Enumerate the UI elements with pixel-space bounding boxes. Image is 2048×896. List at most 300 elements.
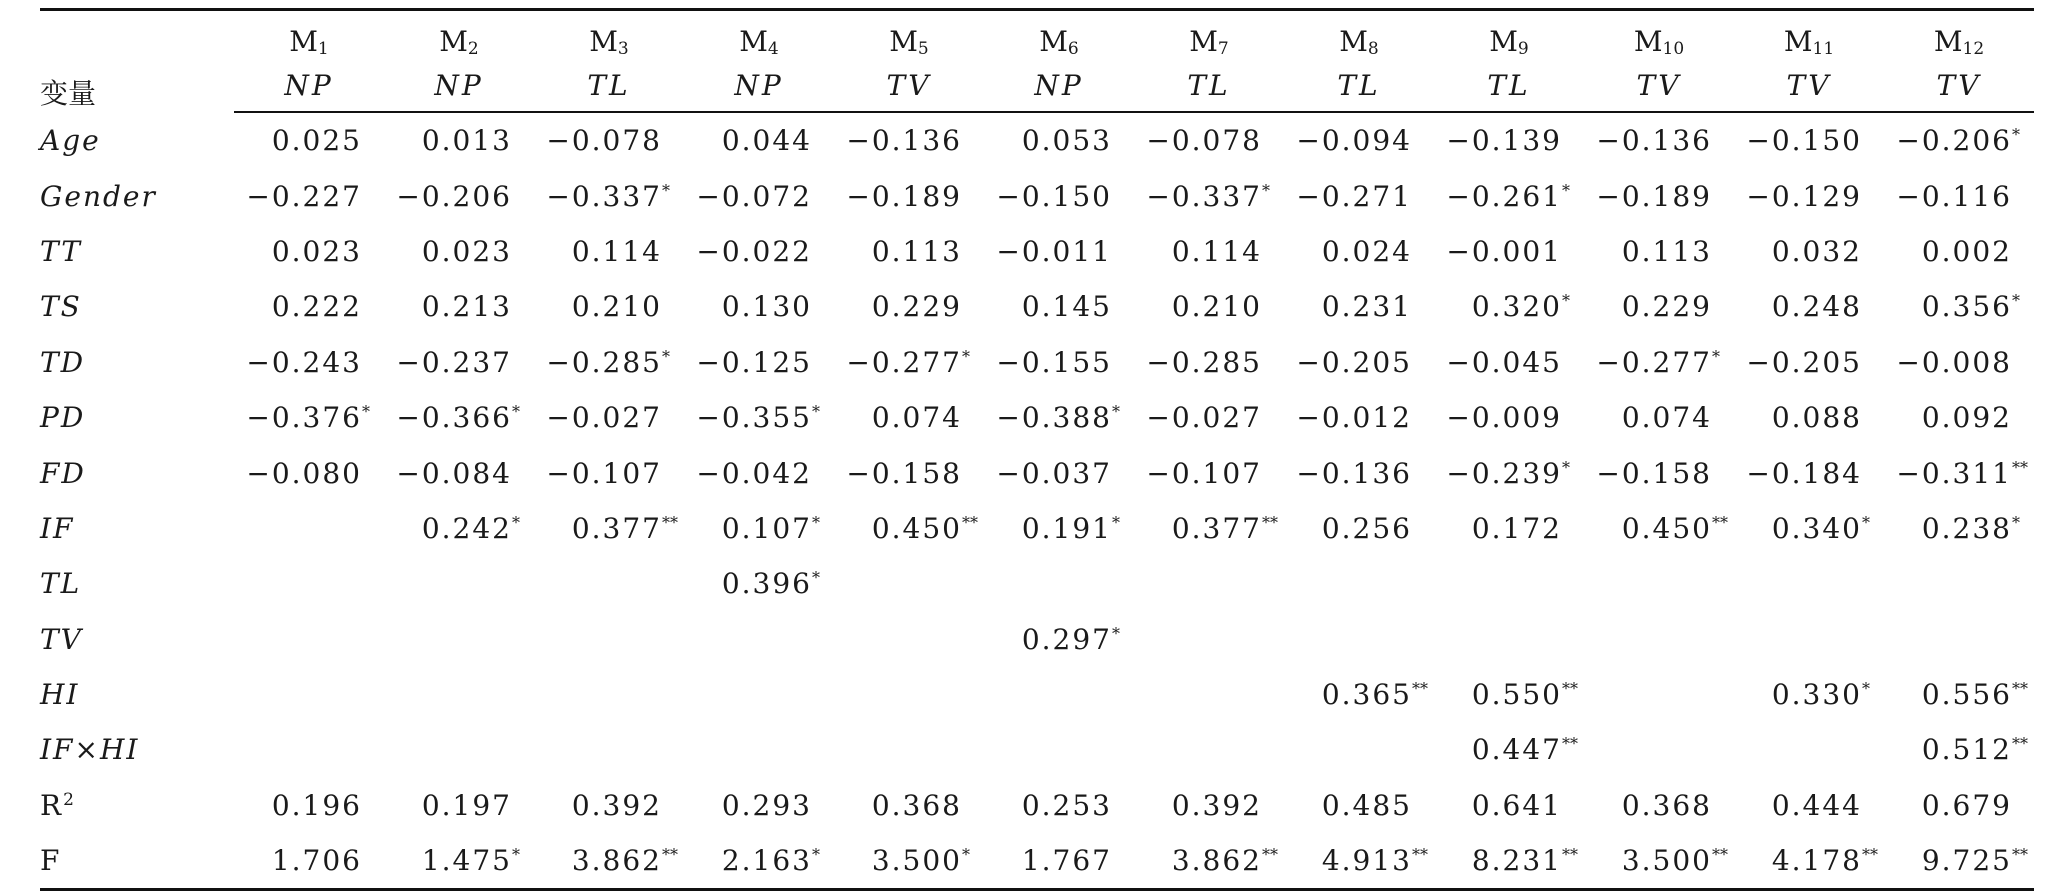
significance-stars: **: [1262, 512, 1278, 532]
coefficient-cell: [1884, 833, 2034, 890]
cell-value: −0.237: [396, 345, 512, 379]
table-row: [40, 667, 2034, 722]
significance-stars: *: [512, 512, 520, 532]
model-subscript: 11: [1812, 39, 1835, 59]
cell-value: 0.024: [1321, 234, 1412, 268]
model-name-row: [40, 10, 2034, 60]
table-row: [40, 612, 2034, 667]
coefficient-cell: [384, 335, 534, 390]
cell-value: 0.256: [1321, 511, 1412, 545]
row-label-text: F: [40, 844, 62, 878]
model-subscript: 3: [617, 39, 629, 59]
coefficient-cell: [384, 279, 534, 334]
coefficient-cell: [534, 335, 684, 390]
cell-value: 0.330: [1771, 678, 1862, 712]
cell-value: −0.243: [246, 345, 362, 379]
cell-value: −0.239: [1446, 456, 1562, 490]
table-row: [40, 224, 2034, 279]
cell-value: 0.450: [871, 511, 962, 545]
cell-value: −0.129: [1746, 179, 1862, 213]
cell-value: −0.072: [696, 179, 812, 213]
coefficient-cell: [684, 722, 834, 777]
coefficient-cell: [684, 112, 834, 168]
cell-value: −0.337: [1146, 179, 1262, 213]
coefficient-cell: [1284, 833, 1434, 890]
significance-stars: **: [1262, 845, 1278, 865]
cell-value: −0.206: [1896, 124, 2012, 158]
coefficient-cell: [384, 390, 534, 445]
coefficient-cell: [834, 667, 984, 722]
dependent-variable-row: [40, 59, 2034, 112]
coefficient-cell: [984, 612, 1134, 667]
cell-value: −0.285: [546, 345, 662, 379]
coefficient-cell: [234, 168, 384, 223]
coefficient-cell: [984, 279, 1134, 334]
significance-stars: **: [1412, 845, 1428, 865]
significance-stars: *: [662, 180, 670, 200]
coefficient-cell: [984, 390, 1134, 445]
significance-stars: *: [1562, 180, 1570, 200]
cell-value: 0.320: [1471, 290, 1562, 324]
coefficient-cell: [1884, 279, 2034, 334]
cell-value: 0.356: [1921, 290, 2012, 324]
coefficient-cell: [684, 501, 834, 556]
row-label-text: TT: [40, 234, 82, 268]
coefficient-cell: [1734, 667, 1884, 722]
cell-value: −0.042: [696, 456, 812, 490]
cell-value: −0.012: [1296, 401, 1412, 435]
cell-value: 1.706: [271, 844, 362, 878]
coefficient-cell: [234, 833, 384, 890]
cell-value: 3.500: [1621, 844, 1712, 878]
model-name: M: [589, 25, 618, 58]
cell-value: 0.368: [1621, 788, 1712, 822]
coefficient-cell: [534, 445, 684, 500]
coefficient-cell: [1584, 390, 1734, 445]
significance-stars: *: [1112, 512, 1120, 532]
cell-value: −0.125: [696, 345, 812, 379]
coefficient-cell: [1584, 556, 1734, 611]
model-header: [1284, 10, 1434, 60]
coefficient-cell: [834, 722, 984, 777]
coefficient-cell: [1734, 556, 1884, 611]
row-label: [40, 722, 234, 777]
significance-stars: *: [1262, 180, 1270, 200]
cell-value: −0.094: [1296, 124, 1412, 158]
coefficient-cell: [834, 112, 984, 168]
row-label: [40, 778, 234, 833]
row-label: [40, 667, 234, 722]
coefficient-cell: [684, 778, 834, 833]
cell-value: 0.556: [1921, 678, 2012, 712]
cell-value: 0.641: [1471, 788, 1562, 822]
coefficient-cell: [1434, 445, 1584, 500]
cell-value: −0.205: [1746, 345, 1862, 379]
cell-value: 0.053: [1021, 124, 1112, 158]
coefficient-cell: [1584, 833, 1734, 890]
model-header: [834, 10, 984, 60]
coefficient-cell: [1134, 168, 1284, 223]
row-label: [40, 556, 234, 611]
coefficient-cell: [1884, 722, 2034, 777]
table-row: [40, 279, 2034, 334]
table-row: [40, 722, 2034, 777]
coefficient-cell: [1734, 501, 1884, 556]
cell-value: 0.377: [1171, 511, 1262, 545]
coefficient-cell: [984, 501, 1134, 556]
coefficient-cell: [1434, 833, 1584, 890]
coefficient-cell: [1434, 501, 1584, 556]
coefficient-cell: [1134, 722, 1284, 777]
coefficient-cell: [384, 722, 534, 777]
model-name: M: [1489, 25, 1518, 58]
cell-value: 0.550: [1471, 678, 1562, 712]
coefficient-cell: [384, 833, 534, 890]
cell-value: −0.078: [546, 124, 662, 158]
model-name: M: [1633, 25, 1663, 58]
coefficient-cell: [234, 501, 384, 556]
cell-value: 0.023: [421, 234, 512, 268]
row-label: [40, 833, 234, 890]
model-header: [234, 10, 384, 60]
cell-value: 0.044: [721, 124, 812, 158]
cell-value: −0.136: [1596, 124, 1712, 158]
significance-stars: *: [662, 346, 670, 366]
coefficient-cell: [534, 667, 684, 722]
cell-value: −0.285: [1146, 345, 1262, 379]
coefficient-cell: [384, 168, 534, 223]
cell-value: 0.392: [571, 788, 662, 822]
cell-value: 0.253: [1021, 788, 1112, 822]
coefficient-cell: [834, 390, 984, 445]
coefficient-cell: [834, 778, 984, 833]
row-label-text: TD: [40, 345, 86, 379]
significance-stars: **: [662, 845, 678, 865]
coefficient-cell: [234, 445, 384, 500]
coefficient-cell: [1734, 112, 1884, 168]
model-name: M: [889, 25, 918, 58]
significance-stars: **: [2012, 679, 2028, 699]
coefficient-cell: [234, 224, 384, 279]
coefficient-cell: [1884, 612, 2034, 667]
dependent-variable-header: TV: [1884, 59, 2034, 112]
significance-stars: **: [662, 512, 678, 532]
cell-value: −0.027: [546, 401, 662, 435]
table-row: [40, 168, 2034, 223]
model-header: [1584, 10, 1734, 60]
dependent-variable-header: NP: [384, 59, 534, 112]
cell-value: −0.008: [1896, 345, 2012, 379]
model-subscript: 7: [1217, 39, 1229, 59]
significance-stars: *: [512, 402, 520, 422]
coefficient-cell: [534, 556, 684, 611]
cell-value: 0.231: [1321, 290, 1412, 324]
model-subscript: 4: [767, 39, 779, 59]
cell-value: 0.340: [1771, 511, 1862, 545]
row-label-text: IF×HI: [40, 733, 140, 767]
row-label-text: Age: [40, 123, 101, 157]
model-name: M: [289, 25, 318, 58]
significance-stars: *: [1112, 402, 1120, 422]
cell-value: 0.444: [1771, 788, 1862, 822]
coefficient-cell: [1434, 390, 1584, 445]
coefficient-cell: [1584, 224, 1734, 279]
cell-value: −0.184: [1746, 456, 1862, 490]
cell-value: −0.158: [1596, 456, 1712, 490]
model-name: M: [1339, 25, 1368, 58]
coefficient-cell: [1134, 390, 1284, 445]
coefficient-cell: [534, 279, 684, 334]
cell-value: −0.136: [846, 124, 962, 158]
model-subscript: 6: [1067, 39, 1079, 59]
cell-value: 0.297: [1021, 622, 1112, 656]
coefficient-cell: [234, 556, 384, 611]
coefficient-cell: [534, 112, 684, 168]
significance-stars: *: [1862, 512, 1870, 532]
cell-value: −0.011: [996, 234, 1112, 268]
cell-value: 0.196: [271, 788, 362, 822]
cell-value: 0.229: [1621, 290, 1712, 324]
cell-value: 0.032: [1771, 234, 1862, 268]
model-header: [534, 10, 684, 60]
row-label-text: R: [40, 788, 64, 822]
cell-value: −0.150: [1746, 124, 1862, 158]
cell-value: −0.078: [1146, 124, 1262, 158]
significance-stars: *: [1562, 457, 1570, 477]
coefficient-cell: [984, 556, 1134, 611]
coefficient-cell: [1434, 112, 1584, 168]
cell-value: 0.365: [1321, 678, 1412, 712]
coefficient-cell: [1884, 556, 2034, 611]
significance-stars: *: [1862, 679, 1870, 699]
cell-value: 0.191: [1021, 511, 1112, 545]
table-body: [40, 112, 2034, 890]
significance-stars: *: [1112, 623, 1120, 643]
coefficient-cell: [1884, 112, 2034, 168]
row-label-text: TV: [40, 622, 83, 656]
row-label: [40, 335, 234, 390]
cell-value: −0.009: [1446, 401, 1562, 435]
coefficient-cell: [684, 168, 834, 223]
coefficient-cell: [1134, 778, 1284, 833]
coefficient-cell: [234, 612, 384, 667]
coefficient-cell: [534, 224, 684, 279]
variable-column-header: 变量: [40, 10, 234, 113]
cell-value: −0.037: [996, 456, 1112, 490]
cell-value: 0.447: [1471, 733, 1562, 767]
coefficient-cell: [384, 112, 534, 168]
dependent-variable-header: TV: [1584, 59, 1734, 112]
cell-value: 0.172: [1471, 511, 1562, 545]
cell-value: 0.248: [1771, 290, 1862, 324]
coefficient-cell: [384, 224, 534, 279]
model-name: M: [1039, 25, 1068, 58]
cell-value: 0.197: [421, 788, 512, 822]
significance-stars: **: [2012, 457, 2028, 477]
coefficient-cell: [834, 335, 984, 390]
coefficient-cell: [1884, 445, 2034, 500]
coefficient-cell: [1134, 112, 1284, 168]
coefficient-cell: [684, 390, 834, 445]
cell-value: −0.107: [1146, 456, 1262, 490]
dependent-variable-header: NP: [234, 59, 384, 112]
cell-value: −0.022: [696, 234, 812, 268]
cell-value: −0.001: [1446, 234, 1562, 268]
coefficient-cell: [384, 778, 534, 833]
row-label-text: TL: [40, 567, 82, 601]
significance-stars: **: [1562, 679, 1578, 699]
row-label-text: HI: [40, 678, 80, 712]
coefficient-cell: [1734, 279, 1884, 334]
coefficient-cell: [1734, 390, 1884, 445]
coefficient-cell: [1434, 224, 1584, 279]
significance-stars: **: [1562, 845, 1578, 865]
coefficient-cell: [1884, 667, 2034, 722]
cell-value: 0.242: [421, 511, 512, 545]
significance-stars: *: [512, 845, 520, 865]
dependent-variable-header: TL: [1434, 59, 1584, 112]
coefficient-cell: [1584, 112, 1734, 168]
table-row: [40, 112, 2034, 168]
coefficient-cell: [1284, 612, 1434, 667]
cell-value: 0.092: [1921, 401, 2012, 435]
cell-value: −0.376: [246, 401, 362, 435]
coefficient-cell: [1584, 335, 1734, 390]
cell-value: 0.107: [721, 511, 812, 545]
cell-value: 0.113: [871, 234, 962, 268]
cell-value: 0.088: [1771, 401, 1862, 435]
coefficient-cell: [1134, 501, 1284, 556]
cell-value: −0.116: [1896, 179, 2012, 213]
coefficient-cell: [534, 722, 684, 777]
cell-value: 0.229: [871, 290, 962, 324]
cell-value: −0.045: [1446, 345, 1562, 379]
model-name: M: [439, 25, 468, 58]
cell-value: 0.002: [1921, 234, 2012, 268]
coefficient-cell: [984, 667, 1134, 722]
row-label: [40, 445, 234, 500]
coefficient-cell: [1134, 667, 1284, 722]
coefficient-cell: [1584, 778, 1734, 833]
cell-value: 0.238: [1921, 511, 2012, 545]
model-subscript: 2: [467, 39, 479, 59]
coefficient-cell: [984, 833, 1134, 890]
cell-value: 0.074: [871, 401, 962, 435]
significance-stars: *: [2012, 125, 2020, 145]
coefficient-cell: [234, 112, 384, 168]
coefficient-cell: [1434, 722, 1584, 777]
significance-stars: **: [1562, 734, 1578, 754]
table-row: [40, 390, 2034, 445]
significance-stars: **: [1862, 845, 1878, 865]
coefficient-cell: [534, 501, 684, 556]
cell-value: 0.396: [721, 567, 812, 601]
cell-value: 0.392: [1171, 788, 1262, 822]
cell-value: −0.388: [996, 401, 1112, 435]
model-header: [1434, 10, 1584, 60]
cell-value: 0.114: [571, 234, 662, 268]
row-label: [40, 390, 234, 445]
row-label-text: PD: [40, 401, 86, 435]
coefficient-cell: [1584, 722, 1734, 777]
coefficient-cell: [1584, 667, 1734, 722]
table-row: [40, 335, 2034, 390]
coefficient-cell: [234, 390, 384, 445]
dependent-variable-header: TV: [1734, 59, 1884, 112]
coefficient-cell: [1734, 778, 1884, 833]
coefficient-cell: [534, 168, 684, 223]
cell-value: −0.027: [1146, 401, 1262, 435]
row-label: [40, 279, 234, 334]
row-label: [40, 112, 234, 168]
coefficient-cell: [1884, 335, 2034, 390]
cell-value: 0.679: [1921, 788, 2012, 822]
coefficient-cell: [234, 778, 384, 833]
cell-value: 1.475: [421, 844, 512, 878]
coefficient-cell: [534, 833, 684, 890]
dependent-variable-header: TV: [834, 59, 984, 112]
coefficient-cell: [984, 445, 1134, 500]
coefficient-cell: [684, 667, 834, 722]
coefficient-cell: [234, 279, 384, 334]
significance-stars: *: [812, 845, 820, 865]
significance-stars: *: [812, 402, 820, 422]
significance-stars: **: [2012, 845, 2028, 865]
cell-value: −0.136: [1296, 456, 1412, 490]
coefficient-cell: [1434, 612, 1584, 667]
coefficient-cell: [1434, 667, 1584, 722]
row-label-superscript: 2: [63, 789, 76, 810]
cell-value: −0.155: [996, 345, 1112, 379]
table-row: [40, 833, 2034, 890]
row-label-text: FD: [40, 456, 86, 490]
cell-value: −0.337: [546, 179, 662, 213]
coefficient-cell: [1284, 168, 1434, 223]
cell-value: −0.205: [1296, 345, 1412, 379]
cell-value: 0.512: [1921, 733, 2012, 767]
model-subscript: 12: [1962, 39, 1985, 59]
cell-value: −0.107: [546, 456, 662, 490]
row-label: [40, 501, 234, 556]
coefficient-cell: [834, 279, 984, 334]
cell-value: 0.485: [1321, 788, 1412, 822]
model-subscript: 1: [317, 39, 329, 59]
model-name: M: [1189, 25, 1218, 58]
model-header: [1884, 10, 2034, 60]
coefficient-cell: [1734, 722, 1884, 777]
model-name: M: [1783, 25, 1813, 58]
cell-value: 0.025: [271, 124, 362, 158]
coefficient-cell: [1284, 335, 1434, 390]
coefficient-cell: [1134, 556, 1284, 611]
coefficient-cell: [534, 612, 684, 667]
cell-value: −0.271: [1296, 179, 1412, 213]
cell-value: 8.231: [1471, 844, 1562, 878]
coefficient-cell: [534, 390, 684, 445]
cell-value: −0.355: [696, 401, 812, 435]
coefficient-cell: [684, 445, 834, 500]
cell-value: 0.114: [1171, 234, 1262, 268]
coefficient-cell: [834, 168, 984, 223]
coefficient-cell: [1134, 612, 1284, 667]
cell-value: 0.377: [571, 511, 662, 545]
coefficient-cell: [834, 612, 984, 667]
cell-value: 4.913: [1321, 844, 1412, 878]
cell-value: −0.311: [1896, 456, 2012, 490]
coefficient-cell: [534, 778, 684, 833]
cell-value: 0.145: [1021, 290, 1112, 324]
model-subscript: 5: [917, 39, 929, 59]
